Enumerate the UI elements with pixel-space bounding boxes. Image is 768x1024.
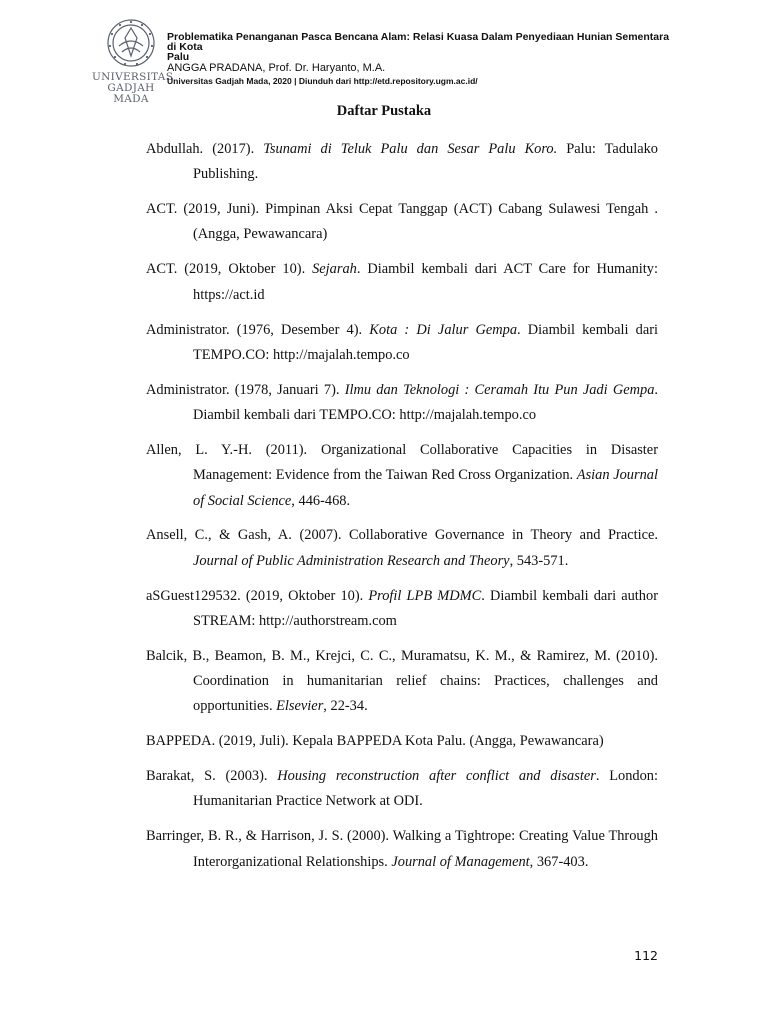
reference-item: Balcik, B., Beamon, B. M., Krejci, C. C., Muramatsu, K. M., & Ramirez, M. (2010). Coordination in humanitarian relief chains: Practices, challenges and opportunities. Elsevier, 22-34. bbox=[146, 647, 658, 715]
reference-item: Allen, L. Y.-H. (2011). Organizational Collaborative Capacities in Disaster Management: Evidence from the Taiwan Red Cross Organization. Asian Journal of Social Science, 446-468. bbox=[146, 441, 658, 509]
page-title: Daftar Pustaka bbox=[336, 103, 432, 119]
page-header bbox=[167, 32, 732, 87]
header-title-line1: Problematika Penanganan Pasca Bencana Alam: Relasi Kuasa Dalam Penyediaan Hunian Sementara bbox=[167, 31, 670, 43]
reference-item: ACT. (2019, Juni). Pimpinan Aksi Cepat Tanggap (ACT) Cabang Sulawesi Tengah . (Angga, Pewawancara) bbox=[146, 201, 658, 243]
header-university: Universitas Gadjah Mada, 2020 | Diunduh dari http://etd.repository.ugm.ac.id/ bbox=[167, 76, 478, 86]
reference-item: Ansell, C., & Gash, A. (2007). Collaborative Governance in Theory and Practice. Journal of Public Administration Research and Theory, 543-571. bbox=[146, 527, 658, 569]
logo-text bbox=[92, 71, 174, 105]
header-author: ANGGA PRADANA, Prof. Dr. Haryanto, M.A. bbox=[167, 62, 386, 74]
reference-item: Administrator. (1976, Desember 4). Kota : Di Jalur Gempa. Diambil kembali dari TEMPO.CO: http://majalah.tempo.co bbox=[146, 321, 658, 363]
reference-item: BAPPEDA. (2019, Juli). Kepala BAPPEDA Kota Palu. (Angga, Pewawancara) bbox=[146, 733, 604, 750]
reference-item: Abdullah. (2017). Tsunami di Teluk Palu dan Sesar Palu Koro. Palu: Tadulako Publishing. bbox=[146, 141, 658, 183]
reference-item: aSGuest129532. (2019, Oktober 10). Profil LPB MDMC. Diambil kembali dari author STREAM: http://authorstream.com bbox=[146, 587, 658, 629]
header-title-line3: Palu bbox=[167, 51, 190, 63]
page-number: 112 bbox=[634, 948, 658, 963]
reference-item: Barakat, S. (2003). Housing reconstruction after conflict and disaster. London: Humanitarian Practice Network at ODI. bbox=[146, 768, 658, 810]
logo-text-line1: UNIVERSITAS bbox=[92, 71, 174, 83]
university-logo bbox=[92, 16, 174, 105]
reference-item: ACT. (2019, Oktober 10). Sejarah. Diambil kembali dari ACT Care for Humanity: https://act.id bbox=[146, 261, 658, 303]
header-title-line2: di Kota bbox=[167, 41, 203, 53]
reference-list bbox=[146, 137, 658, 885]
ugm-emblem-icon bbox=[106, 16, 156, 70]
reference-item: Barringer, B. R., & Harrison, J. S. (2000). Walking a Tightrope: Creating Value Through Interorganizational Relationships. Journal of Management, 367-403. bbox=[146, 828, 658, 870]
reference-item: Administrator. (1978, Januari 7). Ilmu dan Teknologi : Ceramah Itu Pun Jadi Gempa. Diambil kembali dari TEMPO.CO: http://majalah.tempo.co bbox=[146, 381, 659, 424]
logo-text-line2: GADJAH MADA bbox=[107, 82, 155, 105]
